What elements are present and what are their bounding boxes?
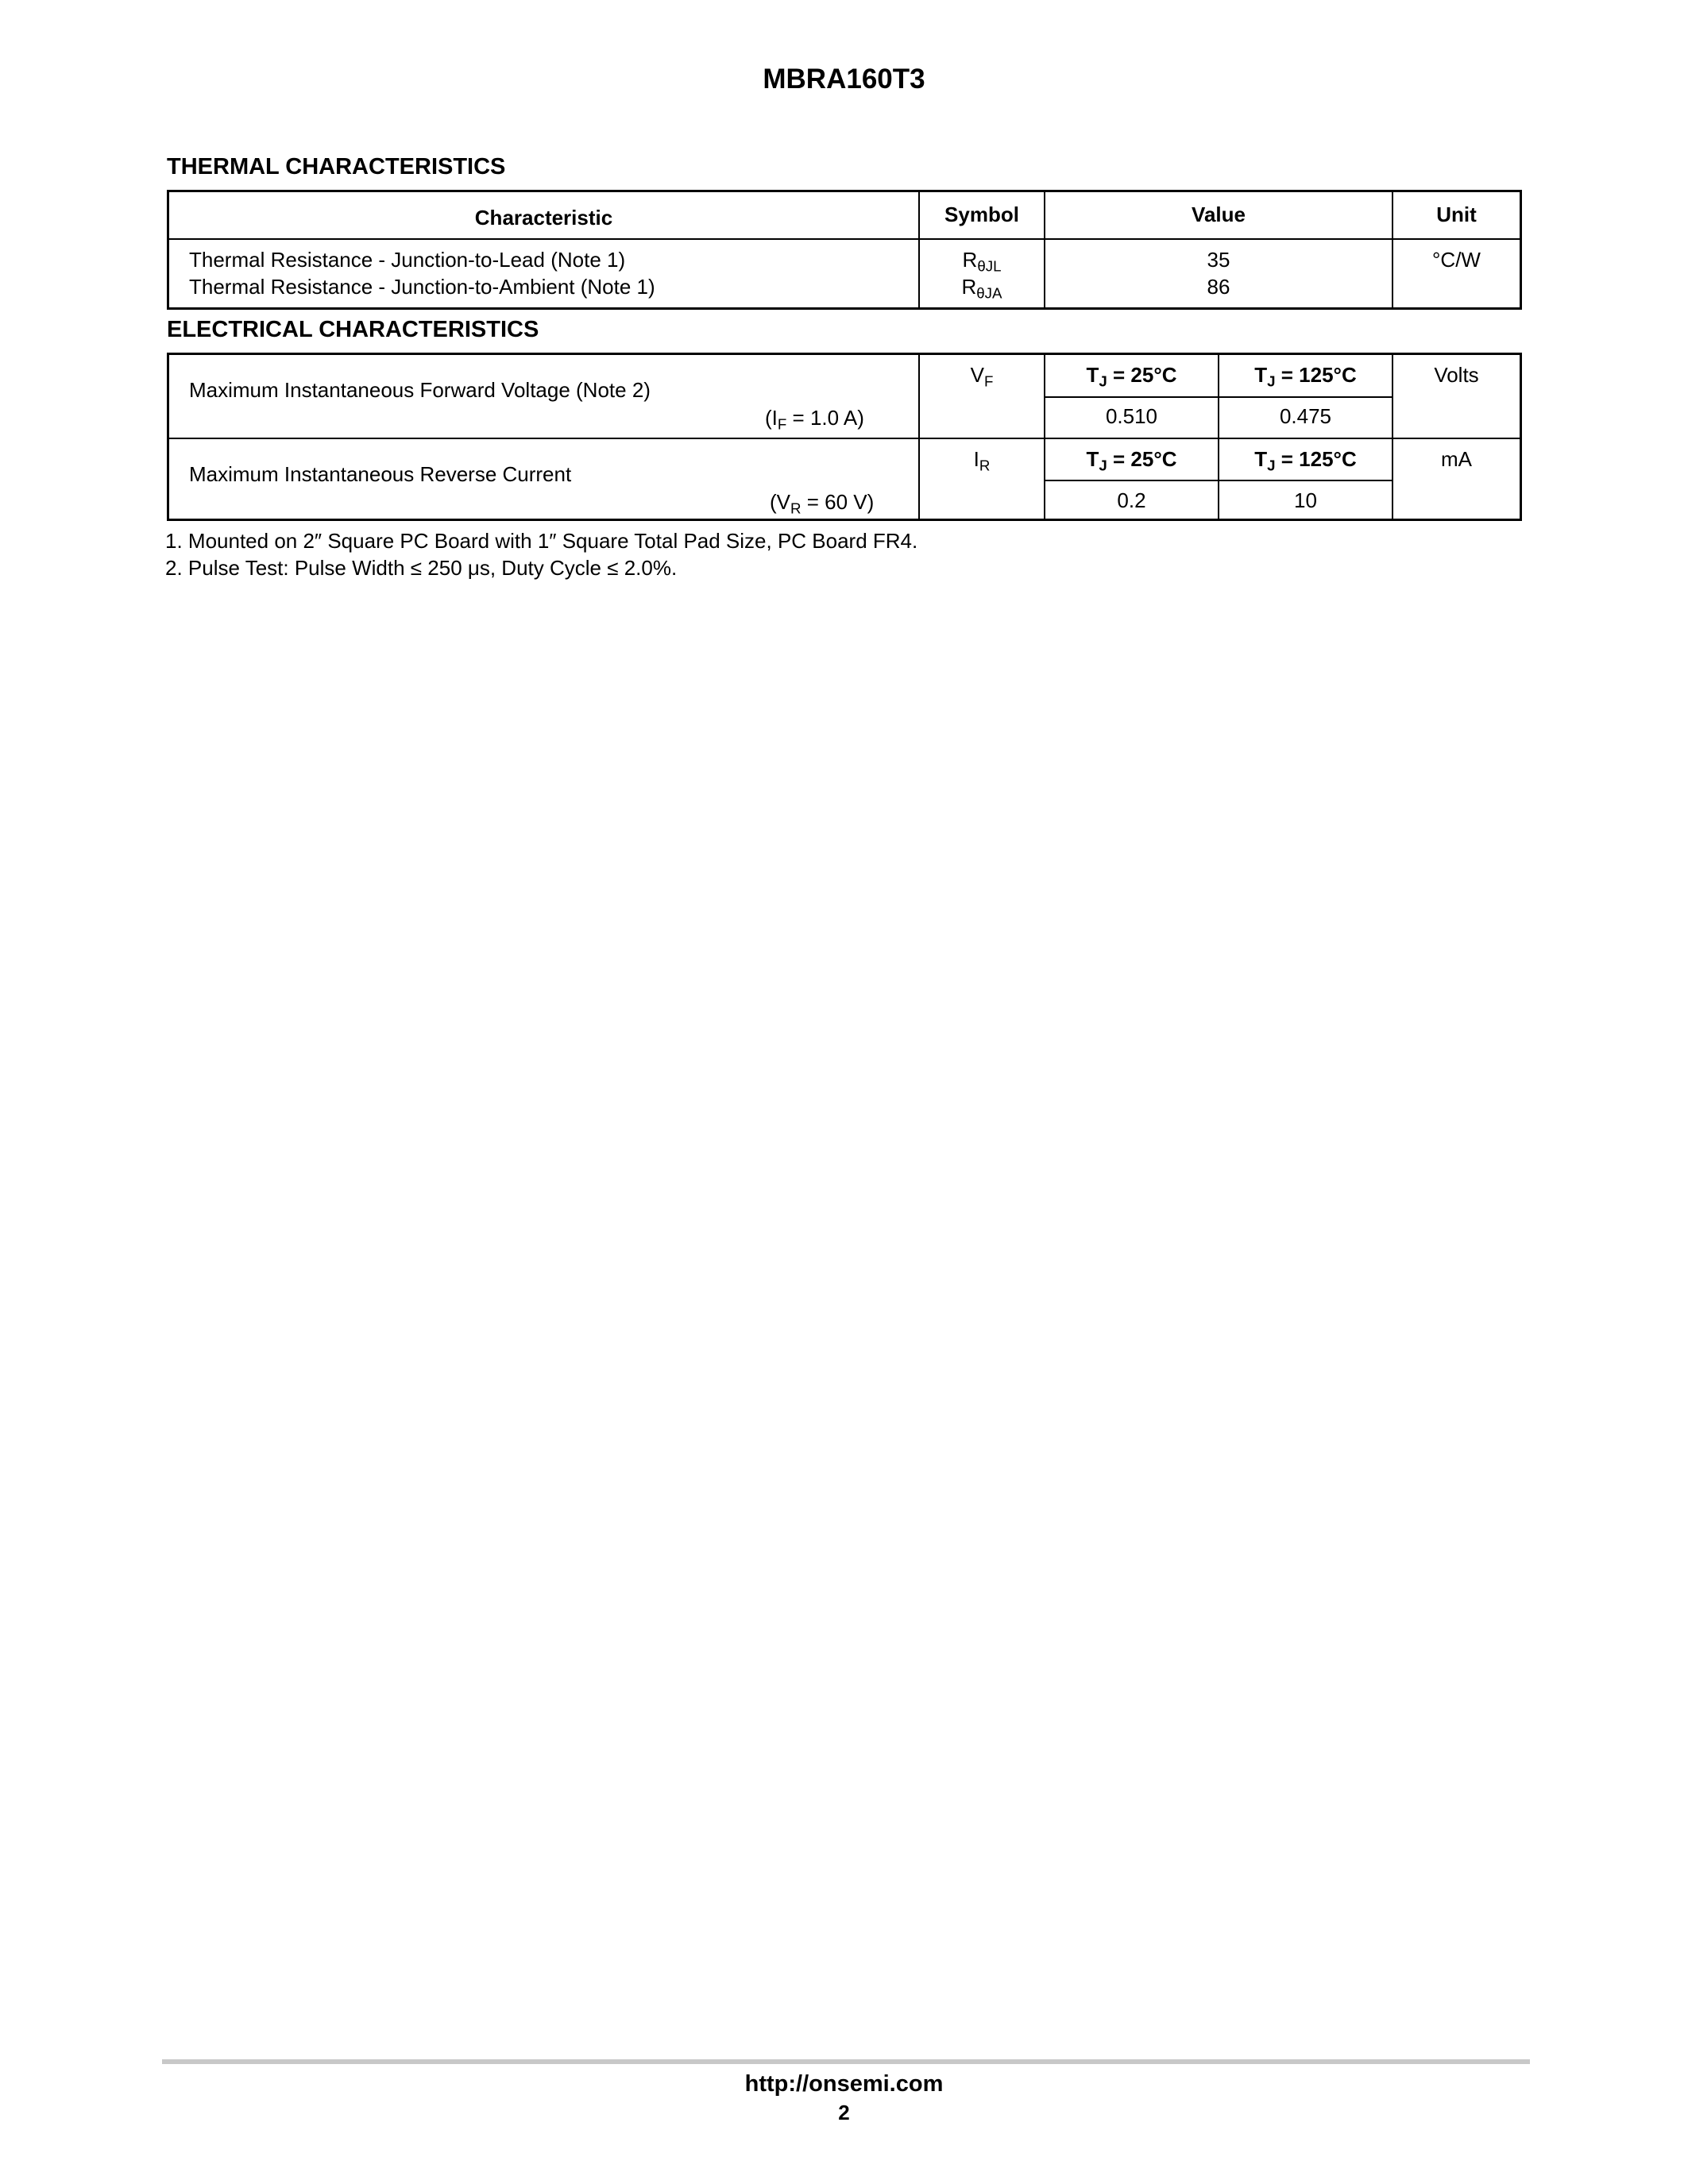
footer-divider: [162, 2059, 1530, 2064]
electrical-row-value: 0.510: [1105, 404, 1158, 428]
electrical-row-symbol: $V_F$: [970, 363, 994, 390]
temperature-condition-125c: $T_J = 125^\circ C$: [1254, 363, 1357, 390]
electrical-row-symbol: $I_R$: [973, 447, 991, 474]
thermal-unit: °C/W: [1432, 248, 1481, 272]
temperature-condition-25c: $T_J = 25^\circ C$: [1086, 447, 1177, 474]
thermal-row-symbol: $R_{\theta JL}$: [962, 248, 1002, 275]
electrical-row-characteristic: Maximum Instantaneous Reverse Current: [189, 462, 572, 486]
electrical-row-value: 0.475: [1279, 404, 1332, 428]
footer-url: http://onsemi.com: [744, 2071, 944, 2097]
thermal-row-characteristic: Thermal Resistance - Junction-to-Ambient (Note 1): [189, 275, 655, 299]
thermal-row-value: 35: [1207, 248, 1230, 272]
temperature-condition-25c: $T_J = 25^\circ C$: [1086, 363, 1177, 390]
thermal-table: [167, 190, 1522, 310]
footnotes: [165, 527, 917, 581]
thermal-row-symbol: $R_{\theta JA}$: [961, 275, 1002, 302]
column-header-symbol: Symbol: [944, 203, 1019, 226]
thermal-heading: THERMAL CHARACTERISTICS: [167, 154, 506, 179]
electrical-row-unit: Volts: [1434, 363, 1479, 387]
electrical-table: [167, 353, 1522, 521]
column-header-value: Value: [1192, 203, 1246, 226]
footnote: 2. Pulse Test: Pulse Width ≤ 250 μs, Duty Cycle ≤ 2.0%.: [165, 556, 678, 580]
page-number: 2: [838, 2101, 850, 2124]
electrical-row-condition: ($V_R = 60$ V): [770, 490, 875, 517]
thermal-row-value: 86: [1207, 275, 1230, 299]
thermal-row-characteristic: Thermal Resistance - Junction-to-Lead (Note 1): [189, 248, 626, 272]
column-header-characteristic: Characteristic: [474, 206, 613, 230]
electrical-row-condition: ($I_F = 1.0$ A): [765, 406, 864, 433]
electrical-row-value: 0.2: [1117, 488, 1146, 512]
column-header-unit: Unit: [1436, 203, 1477, 226]
footnote: 1. Mounted on 2″ Square PC Board with 1″ Square Total Pad Size, PC Board FR4.: [165, 529, 918, 553]
page-title: MBRA160T3: [763, 64, 925, 95]
electrical-row-value: 10: [1294, 488, 1317, 512]
electrical-row-characteristic: Maximum Instantaneous Forward Voltage (Note 2): [189, 378, 651, 402]
temperature-condition-125c: $T_J = 125^\circ C$: [1254, 447, 1357, 474]
electrical-heading: ELECTRICAL CHARACTERISTICS: [167, 317, 539, 342]
electrical-row-unit: mA: [1441, 447, 1472, 471]
